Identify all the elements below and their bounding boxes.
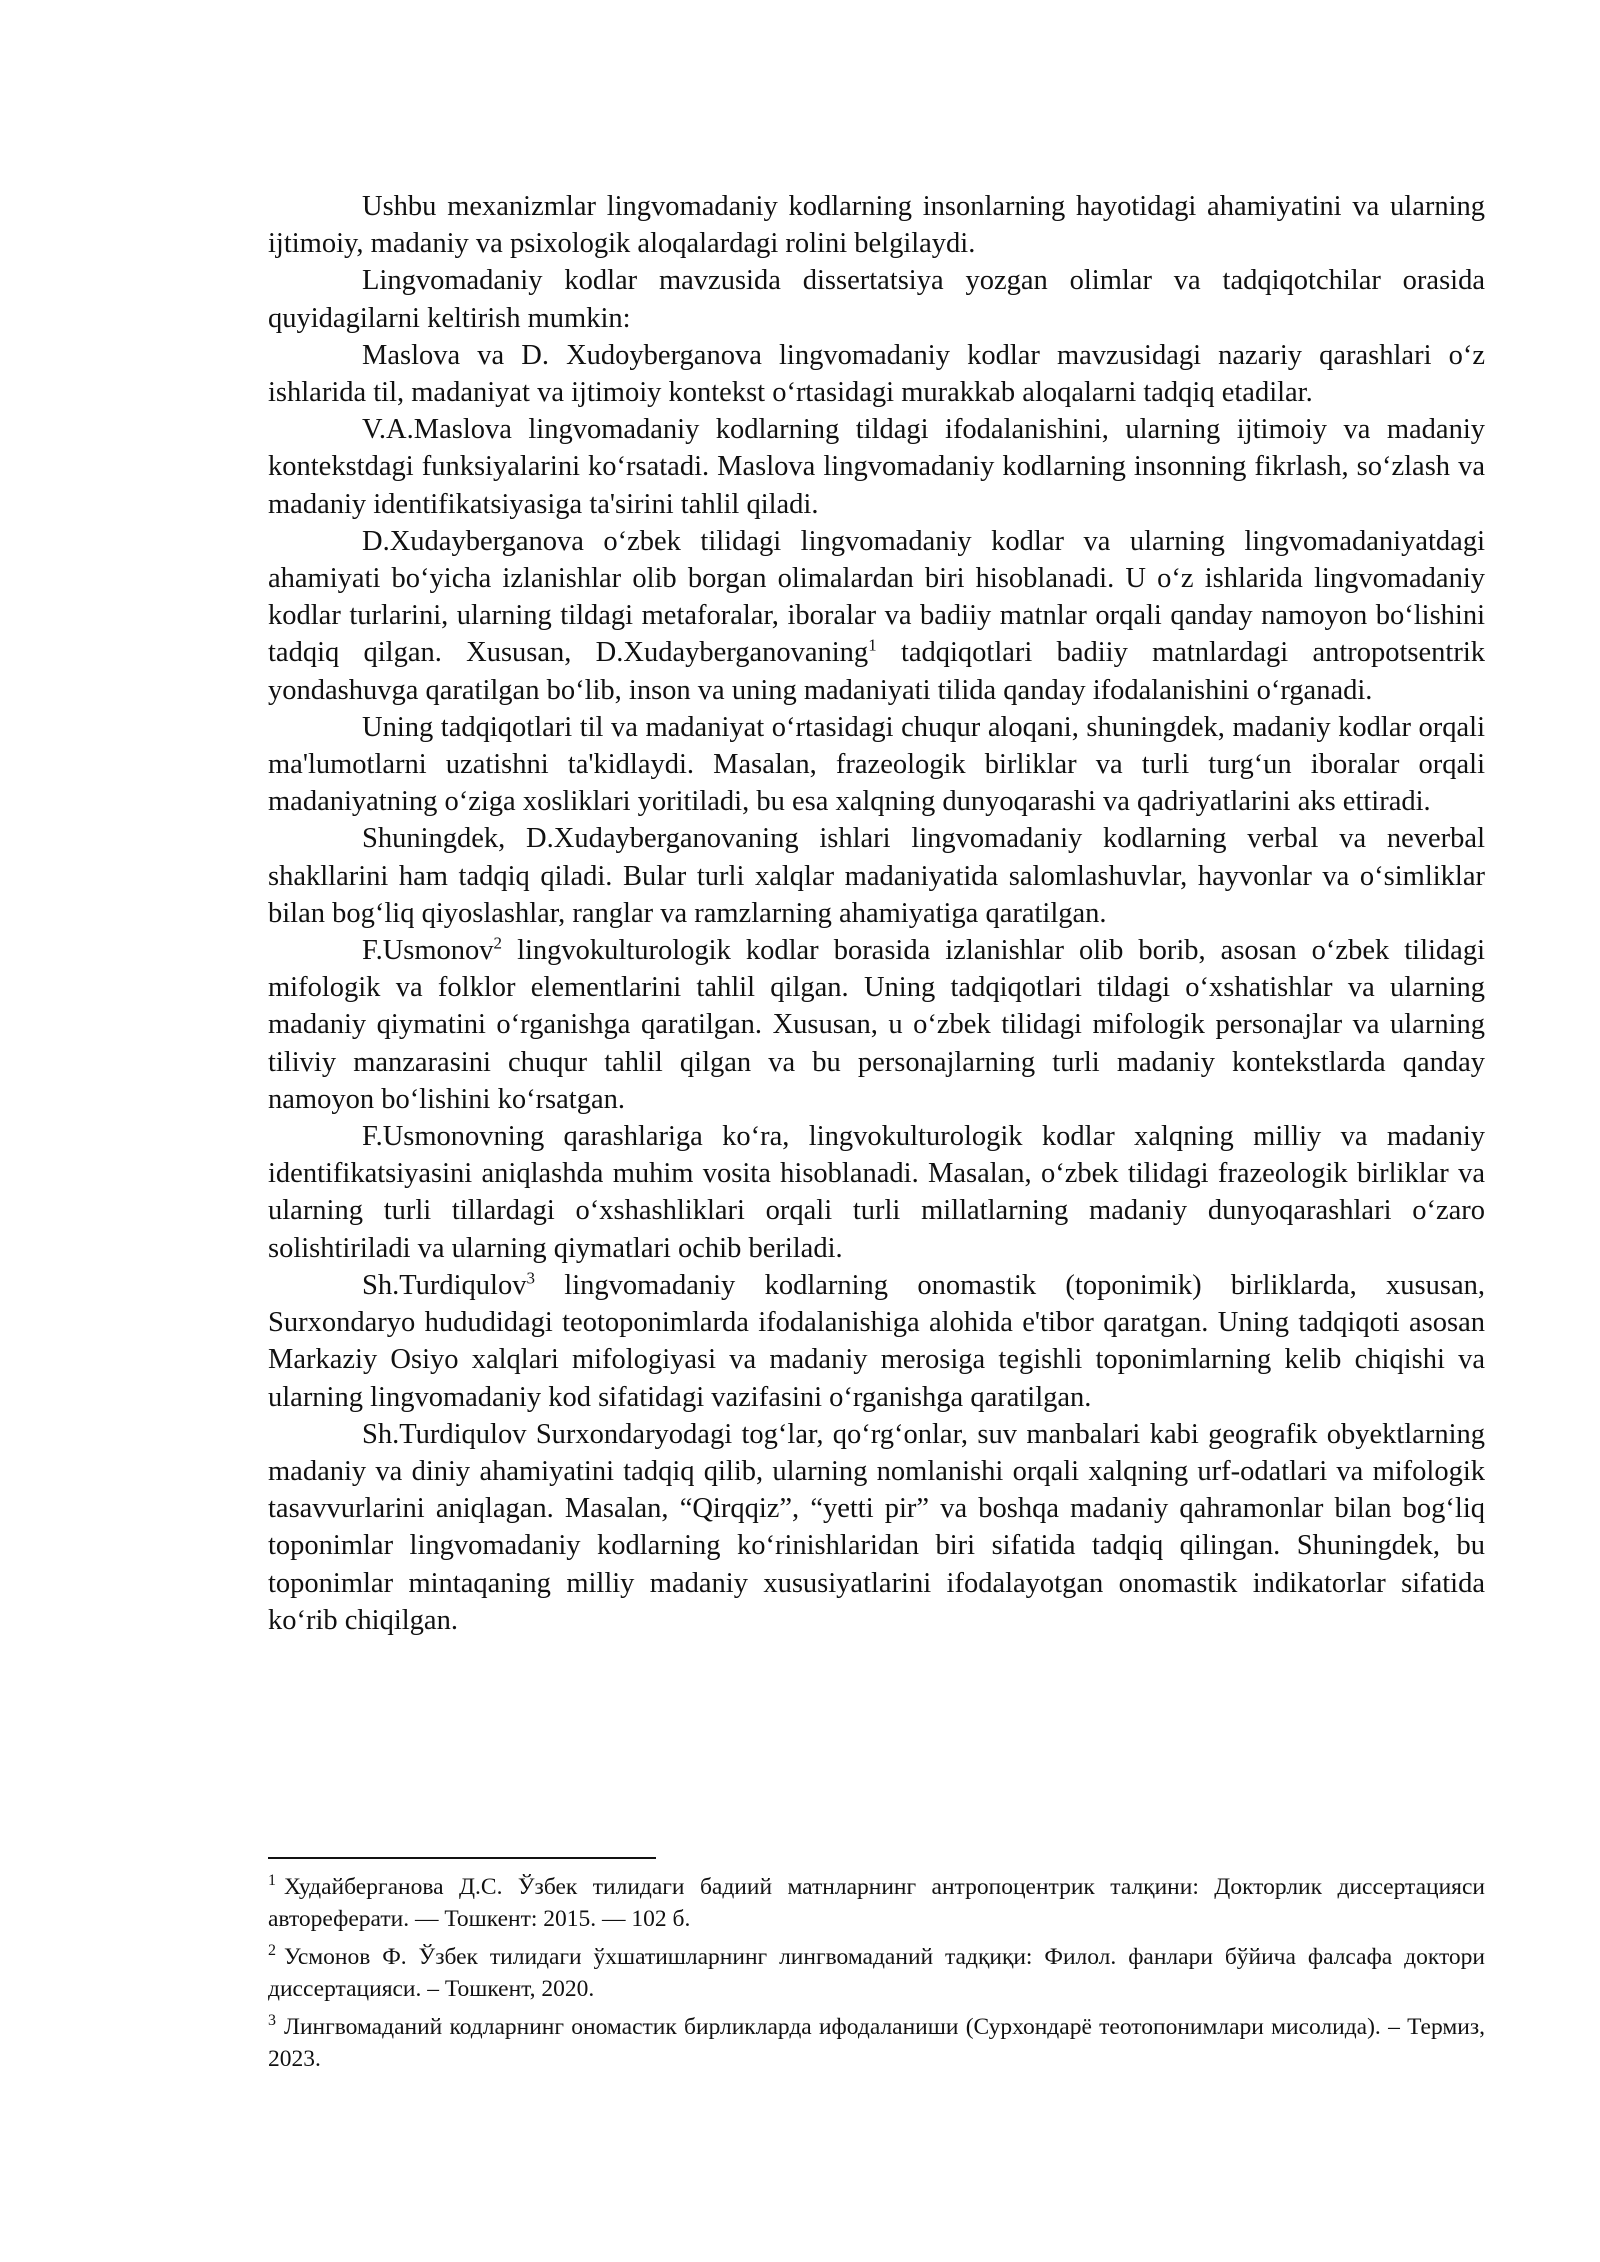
paragraph [268, 1267, 1485, 1416]
footnotes [268, 1871, 1485, 2081]
paragraph-text: tadqiqotlari badiiy matnlardagi antropotsentrik yondashuvga qaratilgan boʻlib, inson va uning madaniyati tilida qanday ifodalanishini oʻrganadi. [268, 637, 1485, 706]
footnote-number: 1 [268, 1872, 276, 1890]
footnote-text: Усмонов Ф. Ўзбек тилидаги ўхшатишларнинг лингвомаданий тадқиқи: Филол. фанлари бўйича фалсафа доктори диссертацияси. – Тошкент, 2020. [268, 1944, 1485, 2002]
document-body [268, 188, 1485, 1639]
footnote-ref[interactable]: 3 [526, 1268, 535, 1288]
footnote-ref[interactable]: 1 [868, 635, 877, 655]
paragraph-text: lingvomadaniy kodlarning onomastik (toponimik) birliklarda, xususan, Surxondaryo hududidagi teotoponimlarda ifodalanishiga alohida e'tibor qaratgan. Uning tadqiqoti asosan Markaziy Osiyo xalqlari mifologiyasi va madaniy merosiga tegishli toponimlarning kelib chiqishi va ularning lingvomadaniy kod sifatidagi vazifasini oʻrganishga qaratilgan. [268, 1269, 1485, 1413]
footnote-number: 3 [268, 2012, 276, 2030]
footnote [268, 2011, 1485, 2075]
footnote [268, 1871, 1485, 1935]
paragraph [268, 932, 1485, 1118]
paragraph-text: Sh.Turdiqulov [362, 1269, 527, 1301]
paragraph [268, 523, 1485, 709]
paragraph: F.Usmonovning qarashlariga koʻra, lingvokulturologik kodlar xalqning milliy va madaniy identifikatsiyasini aniqlashda muhim vosita hisoblanadi. Masalan, oʻzbek tilidagi frazeologik birliklar va ularning turli tillardagi oʻxshashliklari orqali turli millatlarning madaniy dunyoqarashlari oʻzaro solishtiriladi va ularning qiymatlari ochib beriladi. [268, 1121, 1485, 1264]
paragraph: Ushbu mexanizmlar lingvomadaniy kodlarning insonlarning hayotidagi ahamiyatini va ularning ijtimoiy, madaniy va psixologik aloqalardagi rolini belgilaydi. [268, 191, 1485, 260]
paragraph: Shuningdek, D.Xudayberganovaning ishlari lingvomadaniy kodlarning verbal va neverbal shakllarini ham tadqiq qiladi. Bular turli xalqlar madaniyatida salomlashuvlar, hayvonlar va oʻsimliklar bilan bogʻliq qiyoslashlar, ranglar va ramzlarning ahamiyatiga qaratilgan. [268, 823, 1485, 929]
paragraph-text: F.Usmonov [362, 935, 494, 967]
paragraph-text: D.Xudayberganova oʻzbek tilidagi lingvomadaniy kodlar va ularning lingvomadaniyatdagi ahamiyati boʻyicha izlanishlar olib borgan olimalardan biri hisoblanadi. U oʻz ishlarida lingvomadaniy kodlar turlarini, ularning tildagi metaforalar, iboralar va badiiy matnlar orqali qanday namoyon boʻlishini tadqiq qilgan. Xususan, D.Xudayberganovaning [268, 525, 1485, 669]
paragraph: V.A.Maslova lingvomadaniy kodlarning tildagi ifodalanishini, ularning ijtimoiy va madaniy kontekstdagi funksiyalarini koʻrsatadi. Maslova lingvomadaniy kodlarning insonning fikrlash, soʻzlash va madaniy identifikatsiyasiga ta'sirini tahlil qiladi. [268, 414, 1485, 520]
footnote [268, 1941, 1485, 2005]
footnote-separator [268, 1857, 656, 1859]
footnote-text: Лингвомаданий кодларнинг ономастик бирликларда ифодаланиши (Сурхондарё теотопонимлари мисолида). – Термиз, 2023. [268, 2014, 1485, 2072]
paragraph-text: lingvokulturologik kodlar borasida izlanishlar olib borib, asosan oʻzbek tilidagi mifologik va folklor elementlarini tahlil qilgan. Uning tadqiqotlari tildagi oʻxshatishlar va ularning madaniy qiymatini oʻrganishga qaratilgan. Xususan, u oʻzbek tilidagi mifologik personajlar va ularning tiliviy manzarasini chuqur tahlil qilgan va bu personajlarning turli madaniy kontekstlarda qanday namoyon boʻlishini koʻrsatgan. [268, 935, 1485, 1115]
paragraph: Sh.Turdiqulov Surxondaryodagi togʻlar, qoʻrgʻonlar, suv manbalari kabi geografik obyektlarning madaniy va diniy ahamiyatini tadqiq qilib, ularning nomlanishi orqali xalqning urf-odatlari va mifologik tasavvurlarini aniqlagan. Masalan, “Qirqqiz”, “yetti pir” va boshqa madaniy qahramonlar bilan bogʻliq toponimlar lingvomadaniy kodlarning koʻrinishlaridan biri sifatida tadqiq qilingan. Shuningdek, bu toponimlar mintaqaning milliy madaniy xususiyatlarini ifodalayotgan onomastik indikatorlar sifatida koʻrib chiqilgan. [268, 1418, 1485, 1636]
footnote-ref[interactable]: 2 [493, 933, 503, 953]
footnote-text: Худайберганова Д.С. Ўзбек тилидаги бадиий матнларнинг антропоцентрик талқини: Докторлик диссертацияси автореферати. — Тошкент: 2015. — 102 б. [268, 1874, 1485, 1932]
footnote-number: 2 [268, 1942, 276, 1960]
paragraph: Uning tadqiqotlari til va madaniyat oʻrtasidagi chuqur aloqani, shuningdek, madaniy kodlar orqali ma'lumotlarni uzatishni ta'kidlaydi. Masalan, frazeologik birliklar va turli turgʻun iboralar orqali madaniyatning oʻziga xosliklari yoritiladi, bu esa xalqning dunyoqarashi va qadriyatlarini aks ettiradi. [268, 711, 1485, 818]
paragraph: Lingvomadaniy kodlar mavzusida dissertatsiya yozgan olimlar va tadqiqotchilar orasida quyidagilarni keltirish mumkin: [268, 265, 1485, 334]
paragraph: Maslova va D. Xudoyberganova lingvomadaniy kodlar mavzusidagi nazariy qarashlari oʻz ishlarida til, madaniyat va ijtimoiy kontekst oʻrtasidagi murakkab aloqalarni tadqiq etadilar. [268, 339, 1485, 409]
